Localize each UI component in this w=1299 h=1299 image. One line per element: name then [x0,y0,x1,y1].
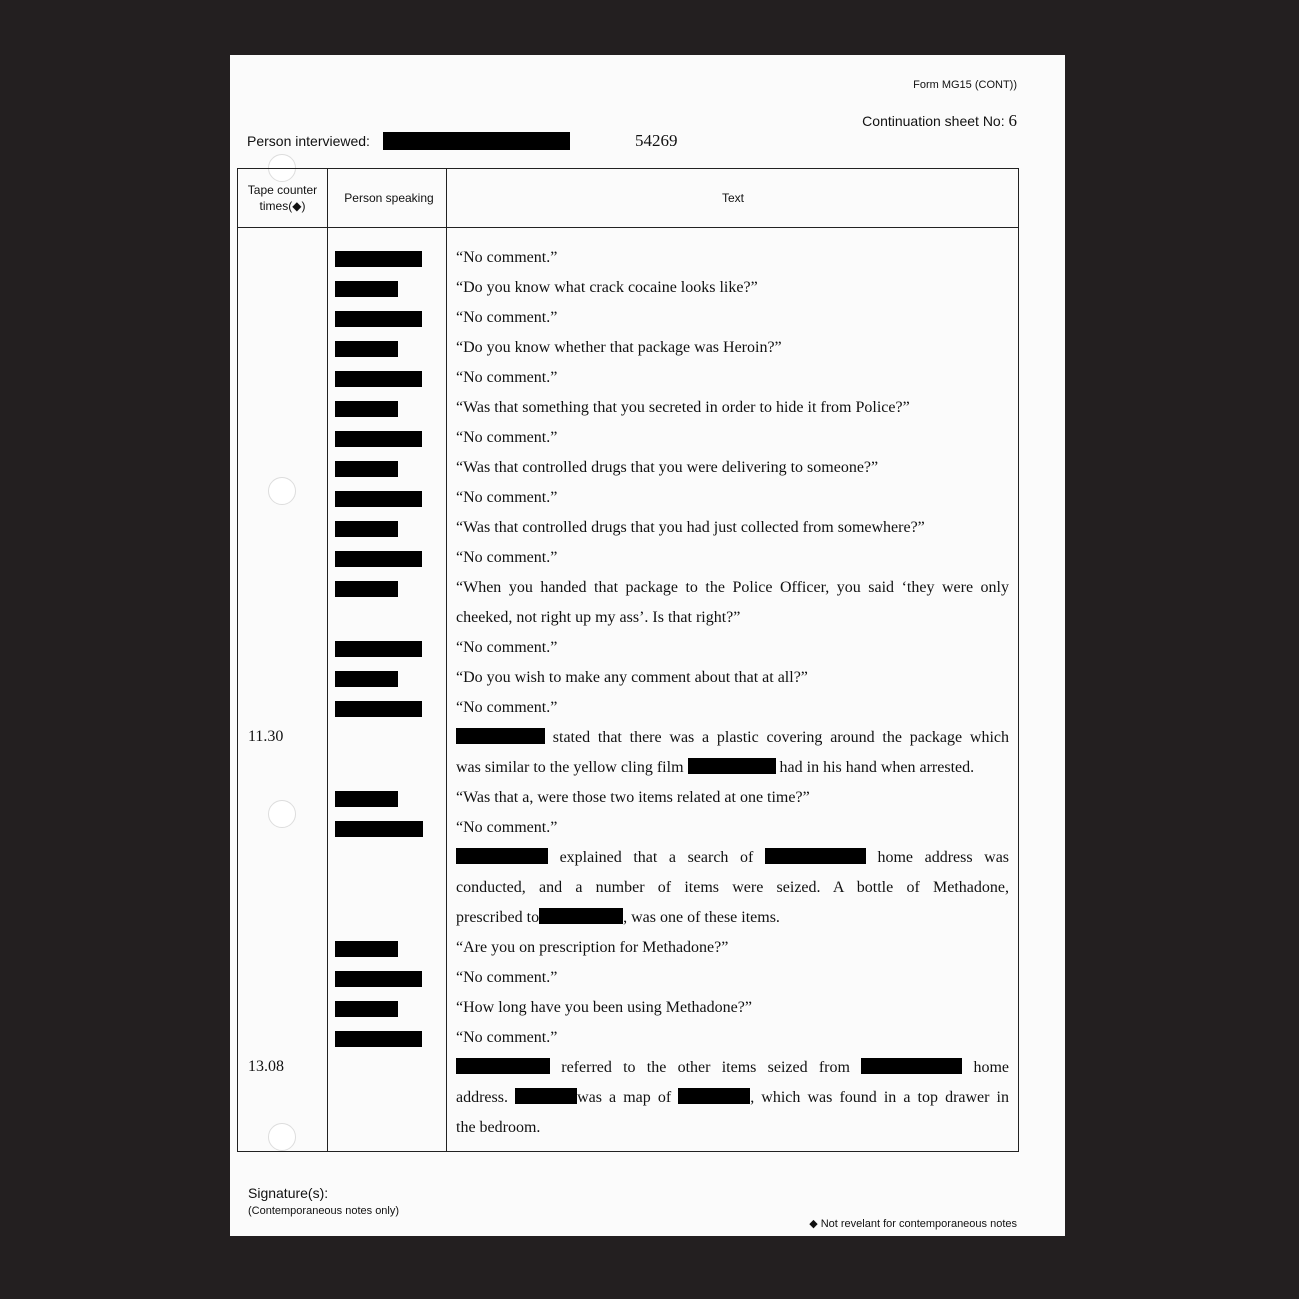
redaction-bar [335,491,422,507]
redaction-bar [335,281,398,297]
transcript-line: “No comment.” [456,639,558,656]
table-row [238,278,1020,308]
redaction-bar [335,431,422,447]
transcript-line [456,848,1009,868]
redaction-bar [335,311,422,327]
header-divider [238,227,1018,228]
table-row [238,668,1020,698]
redaction-bar [456,1058,550,1074]
redaction-bar [861,1058,962,1074]
transcript-line: the bedroom. [456,1119,541,1136]
text-segment: home [973,1059,1010,1076]
text-segment: was a map of [577,1089,672,1106]
transcript-line: “Do you wish to make any comment about that at all?” [456,669,808,686]
redaction-bar [335,971,422,987]
transcript-line: “No comment.” [456,699,558,716]
transcript-line: “No comment.” [456,489,558,506]
redaction-bar [678,1088,750,1104]
redaction-bar [335,1031,422,1047]
transcript-line [456,758,1009,778]
transcript-line [456,1088,1009,1108]
col-header-text: Text [721,191,744,205]
table-row [238,788,1020,818]
redaction-bar [335,521,398,537]
transcript-line: “Was that something that you secreted in order to hide it from Police?” [456,399,910,416]
table-row [238,308,1020,338]
text-segment: was similar to the yellow cling film [456,759,684,776]
redaction-bar [335,791,398,807]
transcript-line: “Are you on prescription for Methadone?” [456,939,729,956]
table-row [238,878,1020,908]
redaction-bar [335,821,423,837]
table-row [238,608,1020,638]
interview-table [237,168,1019,1152]
transcript-line: conducted, and a number of items were seized. A bottle of Methadone, [456,879,1009,896]
text-segment: stated that there was a plastic covering around the package which [552,729,1010,746]
continuation-number: 6 [1008,111,1017,130]
table-row [238,338,1020,368]
table-row [238,968,1020,998]
redaction-bar [335,671,398,687]
transcript-line: “No comment.” [456,429,558,446]
redaction-bar [335,371,422,387]
text-segment: referred to the other items seized from [561,1059,850,1076]
person-interviewed-label: Person interviewed: [247,133,370,149]
transcript-line: “No comment.” [456,309,558,326]
table-row [238,758,1020,788]
redaction-bar [335,701,422,717]
redaction-bar [335,461,398,477]
form-id: Form MG15 (CONT)) [913,79,1017,91]
transcript-line: “No comment.” [456,549,558,566]
transcript-line: “No comment.” [456,819,558,836]
redaction-bar [688,758,776,774]
text-segment: had in his hand when arrested. [779,759,975,776]
continuation-sheet [862,111,1017,131]
table-row [238,728,1020,758]
tape-time: 11.30 [248,728,284,745]
tape-time: 13.08 [248,1058,284,1075]
redaction-bar [335,581,398,597]
table-row [238,938,1020,968]
transcript-line [456,728,1009,748]
col-header-speaker: Person speaking [344,191,434,205]
table-row [238,998,1020,1028]
transcript-line: “No comment.” [456,249,558,266]
document-page [230,55,1065,1236]
text-segment: , which was found in a top drawer in [750,1089,1010,1106]
redaction-bar [335,641,422,657]
col-header-time: Tape counter times(◆) [247,183,318,213]
footnote: ◆ Not revelant for contemporaneous notes [809,1218,1017,1230]
continuation-label: Continuation sheet No: [862,113,1005,129]
transcript-line: “Was that a, were those two items related at one time?” [456,789,810,806]
text-segment: prescribed to [456,909,540,926]
transcript-line [456,908,1009,928]
table-row [238,818,1020,848]
redaction-bar [456,728,545,744]
transcript-line: “Was that controlled drugs that you had just collected from somewhere?” [456,519,925,536]
table-row [238,398,1020,428]
text-segment: , was one of these items. [623,909,780,926]
transcript-line: “Was that controlled drugs that you were delivering to someone?” [456,459,879,476]
text-segment: explained that a search of [559,849,754,866]
table-row [238,1028,1020,1058]
transcript-line: cheeked, not right up my ass’. Is that right?” [456,609,741,626]
table-row [238,1058,1020,1088]
redaction-bar [539,908,623,924]
transcript-line: “Do you know what crack cocaine looks like?” [456,279,758,296]
transcript-line: “When you handed that package to the Police Officer, you said ‘they were only [456,579,1009,596]
table-row [238,848,1020,878]
transcript-line: “No comment.” [456,1029,558,1046]
redaction-bar [335,401,398,417]
redaction-bar [335,551,422,567]
signature-note: (Contemporaneous notes only) [248,1205,400,1217]
table-row [238,638,1020,668]
transcript-line: “No comment.” [456,969,558,986]
redaction-bar [765,848,866,864]
table-row [238,548,1020,578]
table-row [238,368,1020,398]
table-row [238,248,1020,278]
text-segment: home address was [877,849,1010,866]
reference-number: 54269 [635,131,678,150]
redaction-bar [515,1088,577,1104]
table-row [238,458,1020,488]
redaction-bar [335,251,422,267]
table-row [238,518,1020,548]
table-row [238,488,1020,518]
signature-label: Signature(s): [248,1185,329,1201]
table-row [238,1088,1020,1118]
transcript-line: “Do you know whether that package was Heroin?” [456,339,782,356]
transcript-line: “How long have you been using Methadone?” [456,999,752,1016]
table-row [238,698,1020,728]
redaction-bar [335,1001,398,1017]
table-row [238,1118,1020,1148]
redaction-bar [456,848,548,864]
text-segment: address. [456,1089,508,1106]
redaction-bar [335,941,398,957]
transcript-line [456,1058,1009,1078]
table-row [238,908,1020,938]
transcript-line: “No comment.” [456,369,558,386]
redaction-bar [335,341,398,357]
table-row [238,428,1020,458]
redaction-bar [383,132,570,150]
table-row [238,578,1020,608]
